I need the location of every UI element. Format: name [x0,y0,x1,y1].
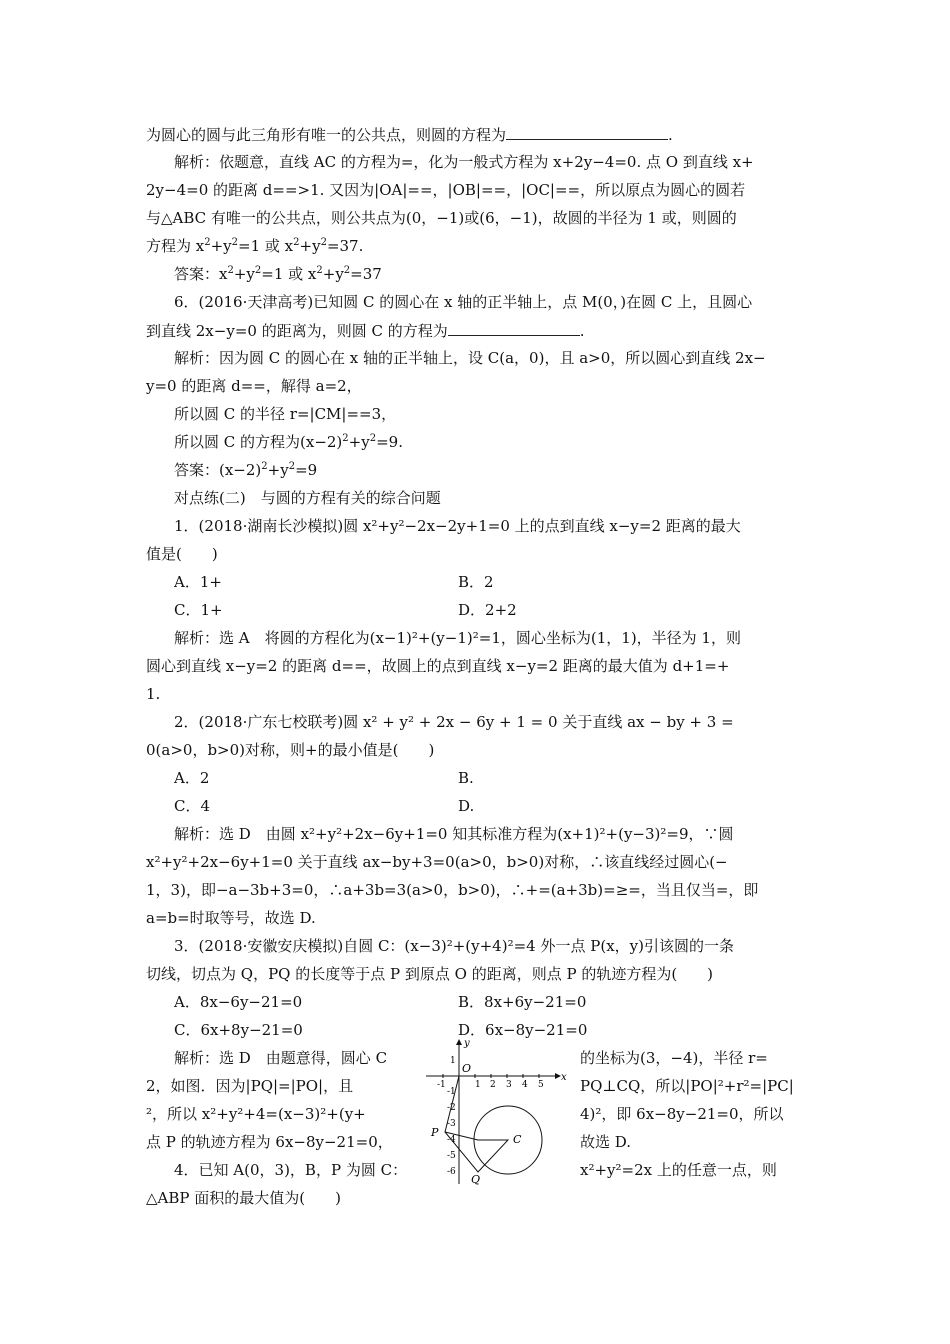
option-b: B．2 [458,573,494,591]
x-tick-label: 2 [490,1080,496,1090]
text-line: 所以圆 C 的方程为$(x-2)^2+y^2=9$. [174,433,403,451]
text-line: 为圆心的圆与此三角形有唯一的公共点，则圆的方程为 . [146,126,673,144]
x-tick-label: 5 [538,1080,544,1090]
point-p-label: P [431,1126,439,1139]
y-tick-label: -5 [447,1151,456,1161]
option-c: C．6x+8y−21=0 [174,1021,303,1039]
text-line-right: 的坐标为(3，−4)，半径 r= [580,1049,768,1067]
answer-blank [506,124,668,140]
text-line: a=b=时取等号，故选 D. [146,909,316,927]
text-line-left: 点 P 的轨迹方程为 6x−8y−21=0， [146,1133,393,1151]
x-tick-label: -1 [437,1080,446,1090]
text-line: 解析：依题意，直线 AC 的方程为=，化为一般式方程为 x+2y−4=0. 点 O 到直线 x+ [174,153,754,171]
option-a: A．2 [174,769,210,787]
text-line: y=0 的距离 d==，解得 a=2， [146,377,362,395]
text-line-left: △ABP 面积的最大值为( ) [146,1189,341,1207]
x-axis-label: x [561,1072,567,1083]
text-line: 解析：因为圆 C 的圆心在 x 轴的正半轴上，设 C(a，0)，且 a>0，所以圆心到直线 2x− [174,349,766,367]
option-c: C．4 [174,797,211,815]
text-line: 圆心到直线 x−y=2 的距离 d==，故圆上的点到直线 x−y=2 距离的最大值为 d+1=+ [146,657,730,675]
text-line-left: 解析：选 D 由题意得，圆心 C [174,1049,388,1067]
text-line-right: 4)²，即 6x−8y−21=0，所以 [580,1105,784,1123]
y-tick-label: -2 [447,1103,456,1113]
text-line: 值是( ) [146,545,218,563]
text-line-left: 2，如图．因为|PQ|=|PO|，且 [146,1077,354,1095]
y-tick-label: -3 [447,1119,456,1129]
question-1: 1．(2018·湖南长沙模拟)圆 x²+y²−2x−2y+1=0 上的点到直线 x−y=2 距离的最大 [174,517,741,535]
y-tick-label: -1 [447,1087,456,1097]
question-4: 4．已知 A(0，3)，B，P 为圆 C： [174,1161,408,1179]
text-line: 解析：选 D 由圆 x²+y²+2x−6y+1=0 知其标准方程为(x+1)²+(y−3)²=9，∵圆 [174,825,734,843]
option-d: D．2+2 [458,601,517,619]
section-title: 对点练(二) 与圆的方程有关的综合问题 [174,489,441,507]
text-line: 解析：选 A 将圆的方程化为(x−1)²+(y−1)²=1，圆心坐标为(1，1)，半径为 1，则 [174,629,741,647]
answer-line: 答案：$(x-2)^2+y^2=9$ [174,461,318,479]
point-q-label: Q [471,1173,481,1186]
option-b: B. [458,769,474,787]
point-c-label: C [513,1133,522,1146]
text-line-right: x²+y²=2x 上的任意一点，则 [580,1161,777,1179]
option-d: D．6x−8y−21=0 [458,1021,588,1039]
option-a: A．8x−6y−21=0 [174,993,303,1011]
option-a: A．1+ [174,573,222,591]
x-tick-label: 1 [475,1080,481,1090]
text-line: 与△ABC 有唯一的公共点，则公共点为(0，−1)或(6，−1)，故圆的半径为 1 或，则圆的 [146,209,737,227]
text-line: 1. [146,685,161,703]
circle-tangent-figure [418,1036,570,1186]
text-line: 2y−4=0 的距离 d==>1. 又因为|OA|==，|OB|==，|OC|==，所以原点为圆心的圆若 [146,181,746,199]
y-axis-label: y [464,1038,470,1049]
x-tick-label: 3 [506,1080,512,1090]
text-line-right: 故选 D. [580,1133,632,1151]
origin-label: O [462,1062,472,1075]
option-c: C．1+ [174,601,223,619]
option-d: D. [458,797,475,815]
text-line: 所以圆 C 的半径 r=|CM|==3， [174,405,397,423]
text-line: x²+y²+2x−6y+1=0 关于直线 ax−by+3=0(a>0，b>0)对称，∴该直线经过圆心(− [146,853,728,871]
x-tick-label: 4 [522,1080,528,1090]
y-tick-label: 1 [450,1056,456,1066]
question-3: 3．(2018·安徽安庆模拟)自圆 C：(x−3)²+(y+4)²=4 外一点 P(x，y)引该圆的一条 [174,937,734,955]
question-6: 6．(2016·天津高考)已知圆 C 的圆心在 x 轴的正半轴上，点 M(0，)在圆 C 上，且圆心 [174,293,753,311]
option-b: B．8x+6y−21=0 [458,993,587,1011]
y-tick-label: -6 [447,1167,456,1177]
answer-line: 答案：$x^2+y^2=1$ 或 $x^2+y^2=37$ [174,265,382,283]
text-line-left: ²，所以 x²+y²+4=(x−3)²+(y+ [146,1105,366,1123]
text-line: 0(a>0，b>0)对称，则+的最小值是( ) [146,741,435,759]
text-line: 到直线 2x−y=0 的距离为，则圆 C 的方程为 . [146,322,585,340]
text-line: 1，3)，即−a−3b+3=0，∴a+3b=3(a>0，b>0)，∴+=(a+3b)=≥=，当且仅当=，即 [146,881,759,899]
text-line: 切线，切点为 Q，PQ 的长度等于点 P 到原点 O 的距离，则点 P 的轨迹方程为( ) [146,965,714,983]
text-line: 方程为 $x^2+y^2=1$ 或 $x^2+y^2=37$. [146,237,364,255]
y-tick-label: -4 [447,1135,456,1145]
text-line-right: PQ⊥CQ，所以|PO|²+r²=|PC| [580,1077,794,1095]
answer-blank [448,320,580,336]
question-2: 2．(2018·广东七校联考)圆 x² + y² + 2x − 6y + 1 = 0 关于直线 ax − by + 3 = [174,713,734,731]
